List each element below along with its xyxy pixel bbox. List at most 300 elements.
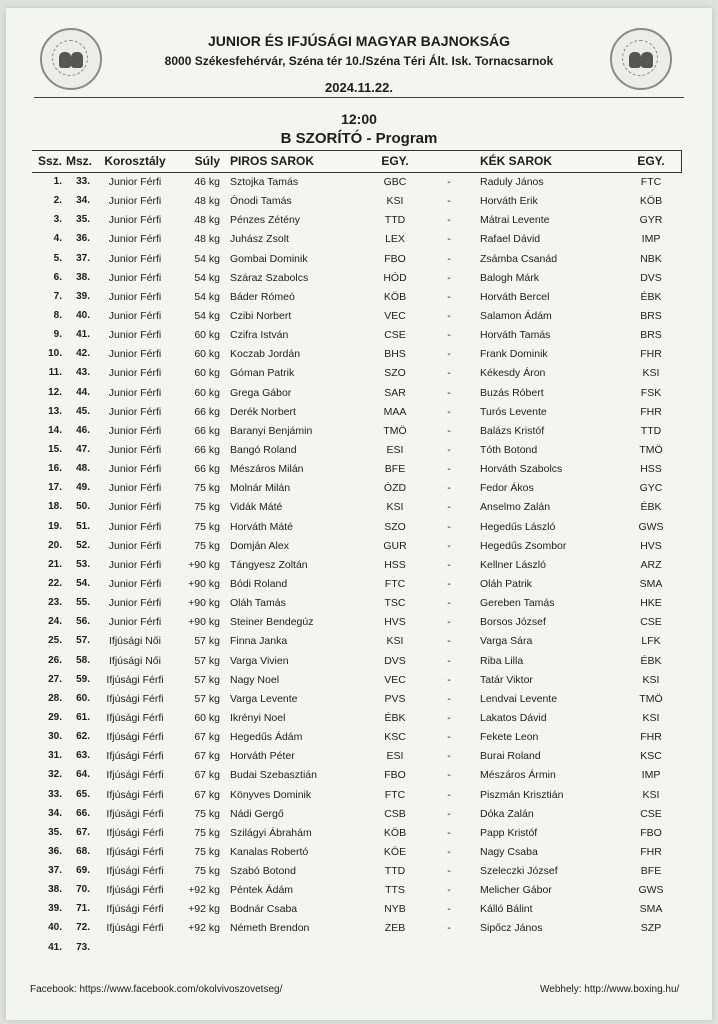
cell-w: 75 kg — [194, 482, 220, 495]
cell-w: 48 kg — [194, 214, 220, 227]
cell-ms: 58. — [76, 654, 90, 666]
cell-rc: DVS — [384, 654, 406, 667]
event-venue: 8000 Székesfehérvár, Széna tér 10./Széna Téri Ált. Isk. Tornacsarnok — [164, 54, 554, 68]
cell-w: 60 kg — [194, 386, 220, 399]
cell-bc: FTC — [640, 176, 662, 188]
cell-blue: Raduly János — [480, 176, 544, 188]
cell-d: - — [447, 845, 451, 858]
cell-no: 8. — [53, 309, 62, 321]
cell-cls: Ifjúsági Férfi — [106, 865, 164, 878]
cell-blue: Fekete Leon — [480, 731, 539, 744]
cell-bc: KSI — [642, 367, 660, 380]
cell-d: - — [447, 635, 451, 648]
cell-d: - — [447, 520, 451, 533]
cell-rc: KÖB — [383, 290, 407, 303]
cell-d: - — [447, 539, 451, 552]
table-row — [32, 269, 682, 288]
cell-red: Ikrényi Noel — [230, 711, 286, 724]
cell-no: 41. — [48, 941, 62, 953]
header-divider — [34, 97, 684, 98]
cell-red: Czifra István — [230, 329, 289, 342]
cell-d: - — [447, 769, 451, 782]
cell-d: - — [447, 807, 451, 820]
cell-d: - — [447, 367, 451, 380]
cell-bc: DVS — [640, 271, 662, 284]
cell-no: 29. — [48, 711, 62, 723]
cell-blue: Gereben Tamás — [480, 597, 555, 610]
table-row — [32, 211, 682, 230]
cell-rc: GBC — [383, 176, 407, 188]
cell-ms: 46. — [76, 424, 90, 436]
cell-d: - — [447, 501, 451, 514]
cell-red: Hegedűs Ádám — [230, 731, 303, 744]
cell-w: +92 kg — [188, 884, 220, 897]
cell-cls: Junior Férfi — [108, 424, 162, 437]
cell-cls: Junior Férfi — [108, 597, 162, 610]
cell-red: Báder Rómeó — [230, 290, 295, 303]
cell-cls: Ifjúsági Férfi — [106, 711, 164, 724]
cell-rc: SZO — [384, 520, 406, 533]
cell-red: Sztojka Tamás — [230, 176, 299, 188]
cell-bc: HVS — [640, 539, 662, 552]
cell-no: 24. — [48, 616, 62, 628]
table-row — [32, 728, 682, 747]
table-row — [32, 575, 682, 594]
cell-blue: Burai Roland — [480, 750, 541, 763]
cell-red: Szabó Botond — [230, 865, 296, 878]
cell-bc: SMA — [639, 577, 663, 590]
cell-ms: 52. — [76, 539, 90, 551]
cell-w: 60 kg — [194, 329, 220, 342]
cell-no: 19. — [48, 520, 62, 532]
table-row — [32, 384, 682, 403]
cell-rc: NYB — [384, 903, 406, 916]
cell-red: Varga Vivien — [230, 654, 289, 667]
cell-ms: 51. — [76, 520, 90, 532]
cell-cls: Ifjúsági Női — [109, 654, 161, 667]
cell-red: Bodnár Csaba — [230, 903, 298, 916]
cell-w: +90 kg — [188, 558, 220, 571]
cell-cls: Junior Férfi — [108, 539, 162, 552]
cell-w: 67 kg — [194, 769, 220, 782]
cell-bc: FSK — [640, 386, 662, 399]
cell-w: 75 kg — [194, 826, 220, 839]
cell-blue: Varga Sára — [480, 635, 533, 648]
cell-rc: KSC — [384, 731, 406, 744]
cell-ms: 44. — [76, 386, 90, 398]
cell-w: 48 kg — [194, 195, 220, 208]
col-no: Ssz. — [37, 154, 62, 168]
cell-red: Koczab Jordán — [230, 348, 301, 361]
cell-no: 3. — [53, 214, 62, 226]
cell-rc: KÖE — [383, 845, 407, 858]
table-row — [32, 345, 682, 364]
cell-no: 14. — [48, 424, 62, 436]
cell-red: Baranyi Benjámin — [230, 424, 313, 437]
cell-red: Pénzes Zétény — [230, 214, 301, 227]
cell-d: - — [447, 463, 451, 476]
table-row — [32, 671, 682, 690]
cell-bc: HSS — [640, 463, 662, 476]
cell-blue: Fedor Ákos — [480, 482, 534, 495]
cell-red: Budai Szebasztián — [230, 769, 317, 782]
cell-rc: BHS — [384, 348, 406, 361]
cell-ms: 41. — [76, 329, 90, 341]
cell-rc: PVS — [384, 692, 406, 705]
cell-red: Ónodi Tamás — [230, 195, 292, 208]
cell-bc: FHR — [640, 348, 662, 361]
cell-ms: 55. — [76, 597, 90, 609]
cell-no: 7. — [53, 290, 62, 302]
cell-bc: GYR — [639, 214, 663, 227]
cell-no: 9. — [53, 329, 62, 341]
cell-blue: Mátrai Levente — [480, 214, 550, 227]
cell-no: 39. — [48, 903, 62, 915]
cell-rc: ESI — [386, 750, 404, 763]
cell-bc: FHR — [640, 731, 662, 744]
cell-d: - — [447, 711, 451, 724]
cell-bc: IMP — [641, 233, 661, 246]
cell-rc: TMÖ — [383, 424, 407, 437]
cell-bc: SZP — [640, 922, 662, 935]
cell-ms: 70. — [76, 884, 90, 896]
cell-no: 13. — [48, 405, 62, 417]
cell-rc: SZO — [384, 367, 406, 380]
cell-d: - — [447, 252, 451, 265]
cell-d: - — [447, 386, 451, 399]
cell-d: - — [447, 424, 451, 437]
cell-cls: Ifjúsági Férfi — [106, 673, 164, 686]
cell-cls: Junior Férfi — [108, 252, 162, 265]
cell-bc: KSI — [642, 788, 660, 801]
col-ms: Msz. — [66, 154, 93, 168]
cell-ms: 33. — [76, 176, 90, 187]
cell-no: 35. — [48, 826, 62, 838]
cell-d: - — [447, 788, 451, 801]
cell-no: 15. — [48, 443, 62, 455]
cell-rc: ÓZD — [383, 482, 407, 495]
col-red-corner: PIROS SAROK — [230, 154, 315, 168]
cell-rc: TTD — [384, 865, 406, 878]
cell-d: - — [447, 214, 451, 227]
table-row — [32, 900, 682, 919]
table-row — [32, 537, 682, 556]
cell-cls: Junior Férfi — [108, 577, 162, 590]
cell-red: Molnár Milán — [230, 482, 291, 495]
cell-ms: 50. — [76, 501, 90, 513]
cell-w: 60 kg — [194, 711, 220, 724]
cell-red: Szilágyi Ábrahám — [230, 826, 312, 839]
cell-no: 12. — [48, 386, 62, 398]
cell-cls: Junior Férfi — [108, 176, 162, 188]
cell-w: 67 kg — [194, 731, 220, 744]
cell-ms: 63. — [76, 750, 90, 762]
table-row — [32, 441, 682, 460]
cell-cls: Junior Férfi — [108, 309, 162, 322]
table-row — [32, 824, 682, 843]
col-blue-corner: KÉK SAROK — [480, 154, 553, 168]
cell-d: - — [447, 731, 451, 744]
cell-rc: BFE — [384, 463, 406, 476]
cell-rc: CSE — [384, 329, 406, 342]
cell-cls: Junior Férfi — [108, 463, 162, 476]
cell-cls: Junior Férfi — [108, 443, 162, 456]
cell-blue: Borsos József — [480, 616, 546, 629]
cell-no: 28. — [48, 692, 62, 704]
session-time: 12:00 — [341, 111, 377, 127]
cell-red: Nagy Noel — [230, 673, 280, 686]
cell-ms: 69. — [76, 865, 90, 877]
cell-blue: Horváth Erik — [480, 195, 538, 208]
cell-blue: Turós Levente — [480, 405, 547, 418]
cell-bc: BRS — [640, 329, 662, 342]
cell-blue: Horváth Bercel — [480, 290, 550, 303]
cell-red: Gombai Dominik — [230, 252, 308, 265]
cell-cls: Junior Férfi — [108, 214, 162, 227]
cell-blue: Dóka Zalán — [480, 807, 534, 820]
cell-cls: Junior Férfi — [108, 558, 162, 571]
table-row — [32, 364, 682, 383]
table-row — [32, 652, 682, 671]
cell-red: Könyves Dominik — [230, 788, 312, 801]
cell-red: Péntek Ádám — [230, 884, 294, 897]
cell-rc: FBO — [384, 252, 406, 265]
table-row — [32, 747, 682, 766]
cell-red: Horváth Máté — [230, 520, 294, 533]
cell-red: Nádi Gergő — [230, 807, 284, 820]
cell-cls: Ifjúsági Férfi — [106, 884, 164, 897]
cell-ms: 39. — [76, 290, 90, 302]
cell-w: 57 kg — [194, 673, 220, 686]
cell-w: 75 kg — [194, 845, 220, 858]
cell-red: Varga Levente — [230, 692, 298, 705]
cell-blue: Horváth Szabolcs — [480, 463, 563, 476]
cell-d: - — [447, 577, 451, 590]
cell-bc: KSI — [642, 711, 660, 724]
event-date: 2024.11.22. — [325, 80, 393, 95]
cell-no: 16. — [48, 463, 62, 475]
cell-red: Tángyesz Zoltán — [230, 558, 308, 571]
cell-cls: Ifjúsági Férfi — [106, 692, 164, 705]
cell-w: 57 kg — [194, 692, 220, 705]
cell-rc: LEX — [385, 233, 405, 246]
cell-ms: 56. — [76, 616, 90, 628]
cell-bc: SMA — [639, 903, 663, 916]
cell-blue: Melicher Gábor — [480, 884, 552, 897]
cell-no: 2. — [53, 195, 62, 207]
cell-w: 66 kg — [194, 463, 220, 476]
cell-d: - — [447, 195, 451, 208]
cell-bc: HKE — [640, 597, 662, 610]
cell-d: - — [447, 673, 451, 686]
cell-no: 37. — [48, 865, 62, 877]
cell-d: - — [447, 692, 451, 705]
cell-d: - — [447, 405, 451, 418]
cell-cls: Junior Férfi — [108, 482, 162, 495]
cell-no: 30. — [48, 731, 62, 743]
cell-no: 40. — [48, 922, 62, 934]
cell-no: 10. — [48, 348, 62, 360]
cell-w: 46 kg — [194, 176, 220, 188]
cell-rc: KÖB — [383, 826, 407, 839]
cell-blue: Nagy Csaba — [480, 845, 538, 858]
cell-bc: KSI — [642, 673, 660, 686]
cell-ms: 62. — [76, 731, 90, 743]
cell-rc: FBO — [384, 769, 406, 782]
cell-w: 66 kg — [194, 424, 220, 437]
table-row — [32, 919, 682, 938]
cell-bc: CSE — [640, 807, 662, 820]
cell-blue: Hegedűs László — [480, 520, 556, 533]
cell-w: 54 kg — [194, 252, 220, 265]
cell-d: - — [447, 558, 451, 571]
col-red-club: EGY. — [381, 154, 409, 168]
cell-bc: BRS — [640, 309, 662, 322]
cell-d: - — [447, 884, 451, 897]
cell-blue: Horváth Tamás — [480, 329, 551, 342]
cell-bc: GWS — [638, 520, 664, 533]
cell-cls: Ifjúsági Férfi — [106, 769, 164, 782]
table-row — [32, 881, 682, 900]
cell-red: Kanalas Robertó — [230, 845, 309, 858]
table-row — [32, 326, 682, 345]
cell-red: Vidák Máté — [230, 501, 283, 514]
cell-red: Horváth Péter — [230, 750, 295, 763]
cell-rc: KSI — [386, 501, 404, 514]
cell-d: - — [447, 903, 451, 916]
facebook-link[interactable]: Facebook: https://www.facebook.com/okolvivoszovetseg/ — [30, 984, 283, 995]
cell-w: 60 kg — [194, 348, 220, 361]
cell-w: 75 kg — [194, 807, 220, 820]
cell-ms: 68. — [76, 845, 90, 857]
cell-cls: Junior Férfi — [108, 348, 162, 361]
cell-cls: Junior Férfi — [108, 271, 162, 284]
cell-ms: 36. — [76, 233, 90, 245]
cell-cls: Junior Férfi — [108, 290, 162, 303]
cell-ms: 48. — [76, 463, 90, 475]
cell-cls: Junior Férfi — [108, 520, 162, 533]
table-row — [32, 230, 682, 249]
cell-w: 54 kg — [194, 309, 220, 322]
cell-no: 27. — [48, 673, 62, 685]
cell-blue: Balázs Kristóf — [480, 424, 545, 437]
cell-ms: 47. — [76, 443, 90, 455]
cell-cls: Ifjúsági Férfi — [106, 922, 164, 935]
cell-bc: ARZ — [640, 558, 662, 571]
cell-bc: LFK — [641, 635, 661, 648]
cell-rc: KSI — [386, 635, 404, 648]
cell-bc: NBK — [640, 252, 662, 265]
table-row — [32, 518, 682, 537]
cell-red: Mészáros Milán — [230, 463, 304, 476]
cell-ms: 42. — [76, 348, 90, 360]
cell-bc: GWS — [638, 884, 664, 897]
cell-d: - — [447, 826, 451, 839]
cell-no: 5. — [53, 252, 62, 264]
cell-bc: TMÖ — [639, 443, 663, 456]
cell-rc: FTC — [384, 577, 406, 590]
table-row — [32, 613, 682, 632]
cell-rc: TTD — [384, 214, 406, 227]
cell-rc: VEC — [384, 309, 406, 322]
cell-ms: 66. — [76, 807, 90, 819]
cell-bc: IMP — [641, 769, 661, 782]
cell-ms: 71. — [76, 903, 90, 915]
cell-cls: Ifjúsági Férfi — [106, 845, 164, 858]
cell-d: - — [447, 348, 451, 361]
cell-red: Derék Norbert — [230, 405, 296, 418]
cell-ms: 57. — [76, 635, 90, 647]
table-row — [32, 288, 682, 307]
table-row — [32, 307, 682, 326]
cell-no: 20. — [48, 539, 62, 551]
table-row — [32, 690, 682, 709]
table-row — [32, 460, 682, 479]
program-title: B SZORÍTÓ - Program — [280, 130, 438, 147]
cell-no: 21. — [48, 558, 62, 570]
table-row — [32, 594, 682, 613]
cell-ms: 40. — [76, 309, 90, 321]
cell-red: Góman Patrik — [230, 367, 295, 380]
cell-w: +92 kg — [188, 922, 220, 935]
cell-red: Finna Janka — [230, 635, 288, 648]
cell-w: 54 kg — [194, 271, 220, 284]
cell-w: 75 kg — [194, 520, 220, 533]
table-row — [32, 939, 682, 958]
cell-cls: Junior Férfi — [108, 367, 162, 380]
cell-cls: Junior Férfi — [108, 616, 162, 629]
table-row — [32, 498, 682, 517]
cell-d: - — [447, 597, 451, 610]
table-row — [32, 422, 682, 441]
cell-w: 57 kg — [194, 654, 220, 667]
cell-ms: 60. — [76, 692, 90, 704]
cell-blue: Buzás Róbert — [480, 386, 544, 399]
cell-cls: Junior Férfi — [108, 329, 162, 342]
website-link[interactable]: Webhely: http://www.boxing.hu/ — [540, 984, 680, 995]
cell-blue: Mészáros Ármin — [480, 769, 556, 782]
cell-ms: 43. — [76, 367, 90, 379]
col-blue-club: EGY. — [637, 154, 665, 168]
cell-w: 67 kg — [194, 750, 220, 763]
cell-ms: 38. — [76, 271, 90, 283]
cell-red: Juhász Zsolt — [230, 233, 289, 246]
table-row — [32, 843, 682, 862]
cell-blue: Hegedűs Zsombor — [480, 539, 567, 552]
cell-cls: Ifjúsági Férfi — [106, 731, 164, 744]
cell-blue: Piszmán Krisztián — [480, 788, 564, 801]
cell-bc: FHR — [640, 845, 662, 858]
cell-w: 75 kg — [194, 865, 220, 878]
cell-ms: 54. — [76, 577, 90, 589]
cell-d: - — [447, 922, 451, 935]
cell-rc: ESI — [386, 443, 404, 456]
cell-d: - — [447, 290, 451, 303]
cell-blue: Lakatos Dávid — [480, 711, 547, 724]
cell-red: Domján Alex — [230, 539, 289, 552]
cell-w: 60 kg — [194, 367, 220, 380]
cell-blue: Kellner László — [480, 558, 546, 571]
cell-red: Bódi Roland — [230, 577, 288, 590]
cell-rc: HVS — [384, 616, 406, 629]
cell-blue: Sipőcz János — [480, 922, 543, 935]
cell-no: 6. — [53, 271, 62, 283]
cell-w: 66 kg — [194, 443, 220, 456]
cell-no: 25. — [48, 635, 62, 647]
cell-cls: Junior Férfi — [108, 195, 162, 208]
cell-bc: BFE — [640, 865, 662, 878]
cell-rc: VEC — [384, 673, 406, 686]
